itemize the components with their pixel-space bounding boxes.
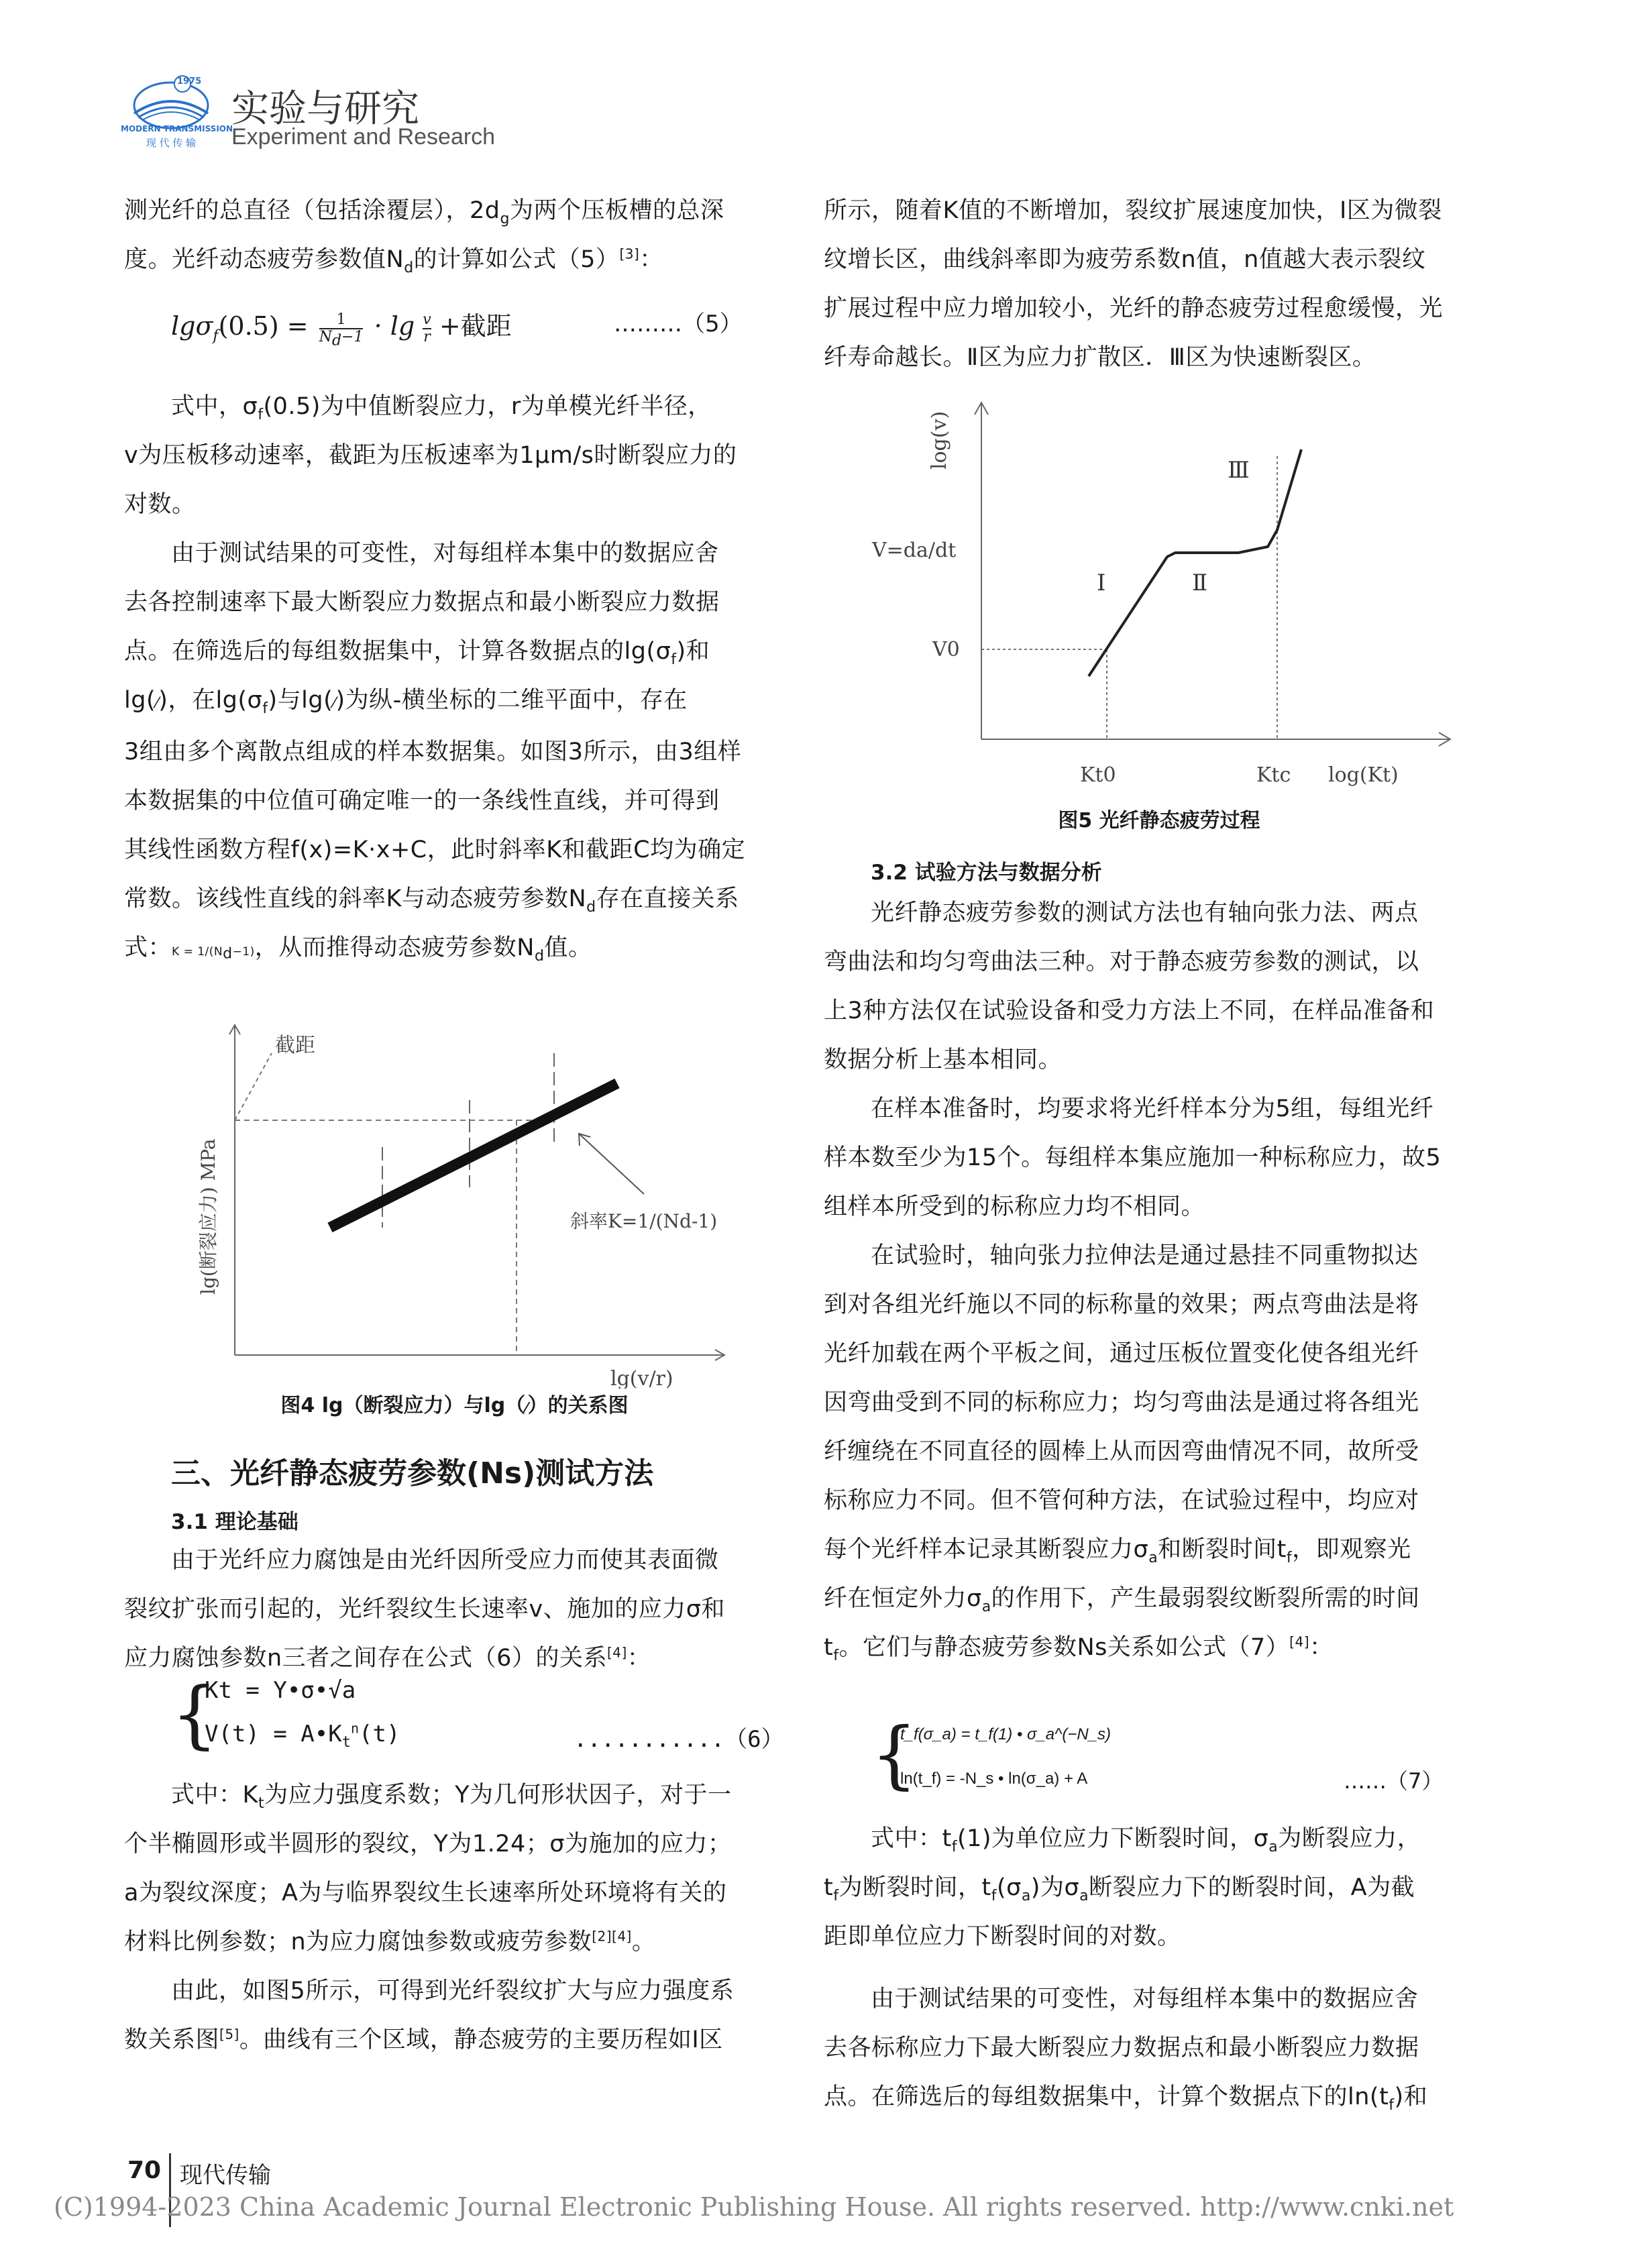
- text-line: 点。在筛选后的每组数据集中，计算各数据点的$\lg(\sigma_f)$和: [124, 638, 710, 668]
- text-line: 在样本准备时，均要求将光纤样本分为5组，每组光纤: [871, 1095, 1434, 1122]
- left-column-end: [124, 1771, 785, 2065]
- text-line: 数关系图[5]。曲线有三个区域，静态疲劳的主要历程如Ⅰ区: [124, 2026, 723, 2053]
- fig4-intercept-label: 截距: [275, 1034, 315, 1057]
- fig5-region-2-label: Ⅱ: [1192, 570, 1208, 596]
- text-line: $t_f$为断裂时间，$t_f(\sigma_a)$为$\sigma_a$断裂应力下的断裂时间，A为截: [824, 1874, 1415, 1904]
- text-line: 点。在筛选后的每组数据集中，计算个数据点下的$\ln(t_f)$和: [824, 2084, 1428, 2114]
- text-line: a为裂纹深度；A为与临界裂纹生长速率所处环境将有关的: [124, 1880, 727, 1906]
- fig5-ktc-label: Ktc: [1256, 763, 1291, 787]
- text-line: 扩展过程中应力增加较小，光纤的静态疲劳过程愈缓慢，光: [824, 295, 1444, 322]
- journal-logo: [121, 70, 233, 149]
- logo-year: 1975: [177, 76, 202, 87]
- figure-5: [865, 396, 1469, 792]
- text-line: 所示，随着K值的不断增加，裂纹扩展速度加快，Ⅰ区为微裂: [824, 197, 1442, 224]
- text-line: 个半椭圆形或半圆形的裂纹，Y为1.24；σ为施加的应力；: [124, 1831, 732, 1857]
- text-line: 3组由多个离散点组成的样本数据集。如图3所示，由3组样: [124, 739, 742, 765]
- right-para-6: [824, 1975, 1495, 2122]
- left-para-2: [124, 382, 785, 529]
- left-para-1: [124, 186, 785, 284]
- fig5-x-label: log(Kt): [1328, 763, 1399, 787]
- text-line: 其线性函数方程f(x)=K·x+C，此时斜率K和截距C均为确定: [124, 836, 746, 863]
- text-line: 应力腐蚀参数n三者之间存在公式（6）的关系[4]：: [124, 1644, 651, 1672]
- eq6-line-1: Kt = Y•σ•√a: [205, 1677, 356, 1704]
- right-para-2: [824, 889, 1495, 1085]
- fig5-v0-label: V0: [932, 638, 960, 661]
- equation-5-number: ………（5）: [614, 311, 743, 337]
- text-line: 弯曲法和均匀弯曲法三种。对于静态疲劳参数的测试，以: [824, 949, 1419, 975]
- right-para-4: [824, 1232, 1495, 1672]
- text-line: v为压板移动速率，截距为压板速率为1μm/s时断裂应力的: [124, 442, 737, 469]
- left-column-cont: [124, 382, 785, 977]
- figure-5-plot: [865, 396, 1469, 792]
- logo-text-en: MODERN TRANSMISSION: [121, 124, 233, 133]
- fig5-region-1-label: Ⅰ: [1097, 570, 1106, 596]
- figure-4: [174, 1006, 751, 1389]
- text-line: 由于测试结果的可变性，对每组样本集中的数据应舍: [871, 1986, 1419, 2012]
- section-3-heading: 三、光纤静态疲劳参数(Ns)测试方法: [171, 1456, 654, 1491]
- text-line: 式中，$\sigma_f(0.5)$为中值断裂应力，r为单模光纤半径，: [171, 393, 712, 423]
- footer-copyright: (C)1994-2023 China Academic Journal Electronic Publishing House. All rights reserved. http://www.cnki.net: [54, 2192, 1454, 2222]
- fig4-fit-line: [330, 1083, 617, 1228]
- text-line: 常数。该线性直线的斜率K与动态疲劳参数$N_d$存在直接关系: [124, 885, 739, 916]
- text-line: 光纤加载在两个平板之间，通过压板位置变化使各组光纤: [824, 1340, 1419, 1367]
- text-line: 由此，如图5所示，可得到光纤裂纹扩大与应力强度系: [171, 1978, 735, 2004]
- text-line: 度。光纤动态疲劳参数值$N_d$的计算如公式（5）[3]：: [124, 246, 663, 276]
- text-line: 距即单位应力下断裂时间的对数。: [824, 1923, 1181, 1950]
- text-line: 去各控制速率下最大断裂应力数据点和最小断裂应力数据: [124, 589, 720, 616]
- right-para-5: [824, 1815, 1495, 1961]
- text-line: $t_f$。它们与静态疲劳参数Ns关系如公式（7）[4]：: [824, 1633, 1334, 1664]
- fig4-y-label: lg(断裂应力) MPa: [197, 1138, 219, 1295]
- fig4-intercept-pointer: [235, 1053, 272, 1120]
- text-line: 去各标称应力下最大断裂应力数据点和最小断裂应力数据: [824, 2035, 1419, 2061]
- left-para-3: [124, 529, 785, 977]
- text-line: 纤寿命越长。Ⅱ区为应力扩散区．Ⅲ区为快速断裂区。: [824, 344, 1376, 371]
- right-column-cont: [824, 889, 1495, 1672]
- left-para-4: [124, 1536, 785, 1683]
- text-line: 到对各组光纤施以不同的标称量的效果；两点弯曲法是将: [824, 1291, 1419, 1318]
- fig5-region-3-label: Ⅲ: [1228, 457, 1250, 484]
- text-line: 式中：$t_f(1)$为单位应力下断裂时间，$\sigma_a$为断裂应力，: [871, 1825, 1421, 1855]
- text-line: 式中：$K_t$为应力强度系数；Y为几何形状因子，对于一: [171, 1782, 732, 1812]
- text-line: 标称应力不同。但不管何种方法，在试验过程中，均应对: [824, 1487, 1419, 1514]
- fig4-slope-label: 斜率K=1/(Nd-1): [570, 1210, 718, 1232]
- text-line: 在试验时，轴向张力拉伸法是通过悬挂不同重物拟达: [871, 1242, 1419, 1269]
- subsection-3-2-heading: 3.2 试验方法与数据分析: [871, 861, 1102, 885]
- page-number: 70: [127, 2157, 162, 2184]
- text-line: 式：$K = 1/(N_d-1)$，从而推得动态疲劳参数$N_d$值。: [124, 934, 592, 965]
- fig5-curve: [1089, 449, 1301, 676]
- eq7-brace: {: [871, 1711, 918, 1797]
- figure-4-caption: 图4 lg（断裂应力）与lg（⁄）的关系图: [280, 1394, 629, 1417]
- right-para-3: [824, 1085, 1495, 1232]
- text-line: 对数。: [124, 491, 196, 518]
- text-line: 由于光纤应力腐蚀是由光纤因所受应力而使其表面微: [171, 1547, 719, 1574]
- text-line: 因弯曲受到不同的标称应力；均匀弯曲法是通过将各组光: [824, 1389, 1419, 1416]
- footer-journal: 现代传输: [180, 2162, 271, 2189]
- slope-inline-formula: $K = 1/(N_d-1)$: [172, 945, 255, 963]
- fig4-x-label: lg(v/r): [610, 1367, 673, 1389]
- equation-6: [171, 1671, 784, 1758]
- eq7-line-1: t_f(σ_a) = t_f(1) • σ_a^(−N_s): [900, 1725, 1112, 1743]
- equation-7: [871, 1711, 1474, 1804]
- figure-4-plot: [174, 1006, 751, 1389]
- left-para-6: [124, 1967, 785, 2065]
- eq7-number: ……（7）: [1344, 1768, 1444, 1794]
- section-title-en: Experiment and Research: [231, 124, 496, 150]
- text-line: lg(⁄)，在$\lg(\sigma_f)$与lg(⁄)为纵-横坐标的二维平面中，存在: [124, 687, 688, 717]
- text-line: 组样本所受到的标称应力均不相同。: [824, 1193, 1205, 1220]
- right-column: [824, 186, 1495, 382]
- text-line: 纹增长区，曲线斜率即为疲劳系数n值，n值越大表示裂纹: [824, 246, 1426, 273]
- eq6-brace: {: [171, 1671, 218, 1757]
- fig5-kt0-label: Kt0: [1080, 763, 1116, 787]
- text-line: 上3种方法仅在试验设备和受力方法上不同，在样品准备和: [824, 997, 1435, 1024]
- equation-5: lgσ$_f$(0.5) = $\frac{1}{N_d-1}$ · lg $\frac{v}{r}$ +截距 ………（5）: [171, 305, 775, 352]
- text-line: 本数据集的中位值可确定唯一的一条线性直线，并可得到: [124, 788, 720, 814]
- text-line: 纤缠绕在不同直径的圆棒上从而因弯曲情况不同，故所受: [824, 1438, 1419, 1465]
- left-column: [124, 186, 785, 284]
- text-line: 裂纹扩张而引起的，光纤裂纹生长速率v、施加的应力σ和: [124, 1596, 725, 1623]
- eq6-number: ...........（6）: [574, 1726, 784, 1753]
- section-title-cn: 实验与研究: [231, 87, 419, 131]
- text-line: 测光纤的总直径（包括涂覆层），$2d_g$为两个压板槽的总深: [124, 197, 724, 227]
- eq6-line-2: $V(t) = A•K_t^n(t)$: [205, 1720, 400, 1751]
- fig4-slope-pointer: [579, 1134, 644, 1194]
- text-line: 材料比例参数；n为应力腐蚀参数或疲劳参数[2][4]。: [124, 1928, 656, 1955]
- subsection-3-1-heading: 3.1 理论基础: [171, 1510, 299, 1534]
- right-column-end: [824, 1815, 1495, 2122]
- figure-5-caption: 图5 光纤静态疲劳过程: [1058, 809, 1260, 832]
- text-line: 纤在恒定外力$\sigma_a$的作用下，产生最弱裂纹断裂所需的时间: [824, 1585, 1420, 1615]
- text-line: 每个光纤样本记录其断裂应力$\sigma_a$和断裂时间$t_f$，即观察光: [824, 1536, 1411, 1566]
- right-para-1: [824, 186, 1495, 382]
- left-para-5: [124, 1771, 785, 1967]
- eq7-line-2: ln(t_f) = -N_s • ln(σ_a) + A: [900, 1770, 1088, 1788]
- fig5-v-label: V=da/dt: [872, 539, 957, 562]
- text-line: 数据分析上基本相同。: [824, 1046, 1063, 1073]
- text-line: 由于测试结果的可变性，对每组样本集中的数据应舍: [171, 540, 719, 567]
- text-line: 样本数至少为15个。每组样本集应施加一种标称应力，故5: [824, 1144, 1442, 1171]
- logo-text-cn: 现 代 传 输: [146, 137, 197, 149]
- fig5-y-label: log(v): [928, 411, 951, 470]
- text-line: 光纤静态疲劳参数的测试方法也有轴向张力法、两点: [871, 900, 1419, 926]
- left-column-bottom: [124, 1536, 785, 1683]
